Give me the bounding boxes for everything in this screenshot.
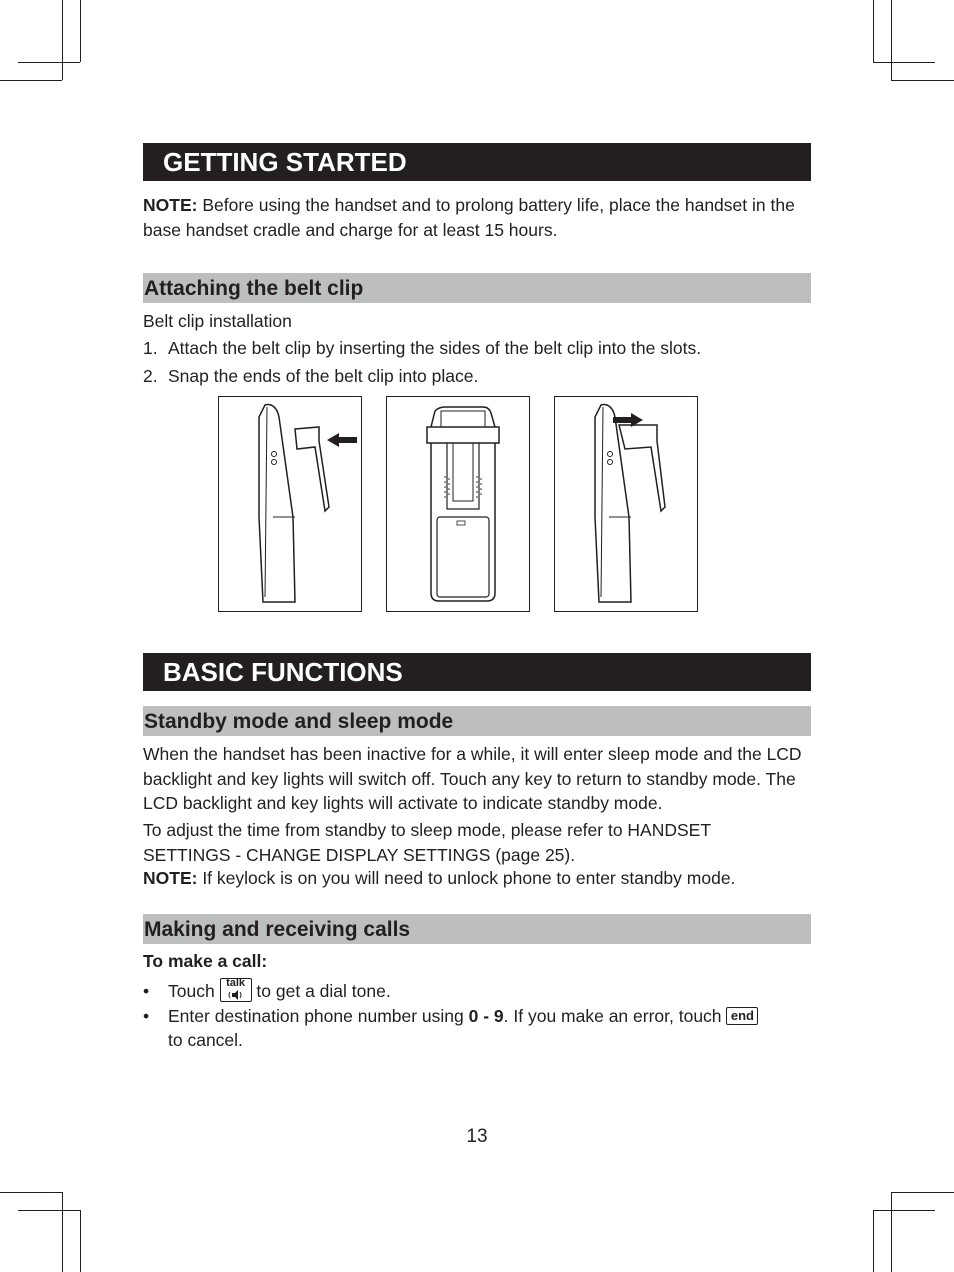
step-number: 2.	[143, 366, 158, 386]
belt-clip-figure-3	[554, 396, 698, 612]
crop-mark	[0, 1192, 62, 1193]
bullet-text: to get a dial tone.	[251, 981, 391, 1001]
page-number: 13	[466, 1126, 488, 1147]
bullet-talk	[168, 979, 391, 1003]
getting-started-note	[143, 193, 813, 242]
bullet-text: Enter destination phone number using	[168, 1006, 469, 1026]
section-title-basic-functions: BASIC FUNCTIONS	[143, 653, 811, 691]
note-label: NOTE:	[143, 195, 198, 215]
standby-paragraph-1: When the handset has been inactive for a while, it will enter sleep mode and the LCD backlight and key lights will switch off. Touch any key to return to standby mode. The LCD backlight and key lights will activate to indicate standby mode.	[143, 744, 802, 813]
arrow-left-icon	[327, 433, 357, 447]
belt-clip-step-1	[143, 336, 813, 360]
digit-range: 0 - 9	[468, 1006, 504, 1026]
note-text: If keylock is on you will need to unlock phone to enter standby mode.	[197, 868, 736, 888]
bullet-text: . If you make an error, touch	[503, 1006, 727, 1026]
crop-mark	[891, 0, 892, 80]
crop-mark	[873, 0, 874, 62]
standby-note	[143, 866, 813, 891]
handset-side-illustration	[219, 397, 361, 611]
crop-mark	[18, 1210, 80, 1211]
step-text: Snap the ends of the belt clip into place.	[168, 366, 479, 386]
crop-mark	[62, 0, 63, 80]
arrow-right-icon	[613, 413, 643, 427]
belt-clip-subtitle: Belt clip installation	[143, 311, 292, 331]
handset-back-illustration	[387, 397, 529, 611]
bullet-text: to cancel.	[168, 1030, 243, 1050]
crop-mark	[80, 0, 81, 62]
bullet-text: Touch	[168, 981, 220, 1001]
end-key-label: end	[730, 1007, 754, 1023]
talk-key-label: talk	[226, 977, 246, 990]
crop-mark	[62, 1192, 63, 1272]
crop-mark	[873, 1210, 935, 1211]
note-text: Before using the handset and to prolong battery life, place the handset in the base handset cradle and charge for at least 15 hours.	[143, 195, 795, 240]
handset-side-illustration	[555, 397, 697, 611]
bullet-symbol: •	[143, 981, 150, 1001]
end-key-icon	[726, 1007, 758, 1025]
crop-mark	[80, 1210, 81, 1272]
crop-mark	[891, 1192, 954, 1193]
belt-clip-step-2	[143, 364, 813, 388]
heading-calls: Making and receiving calls	[143, 914, 811, 944]
talk-key-icon	[220, 978, 252, 1002]
crop-mark	[891, 1192, 892, 1272]
heading-belt-clip: Attaching the belt clip	[143, 273, 811, 303]
belt-clip-figure-1	[218, 396, 362, 612]
step-number: 1.	[143, 338, 158, 358]
bullet-symbol: •	[143, 1006, 150, 1026]
section-title-getting-started: GETTING STARTED	[143, 143, 811, 181]
crop-mark	[0, 80, 62, 81]
crop-mark	[873, 62, 935, 63]
make-call-label: To make a call:	[143, 951, 268, 971]
step-text: Attach the belt clip by inserting the sides of the belt clip into the slots.	[168, 338, 702, 358]
crop-mark	[891, 80, 954, 81]
crop-mark	[18, 62, 80, 63]
bullet-enter-number	[168, 1004, 808, 1052]
standby-paragraph-2: To adjust the time from standby to sleep mode, please refer to HANDSET SETTINGS - CHANGE DISPLAY SETTINGS (page 25).	[143, 820, 711, 865]
belt-clip-figure-2	[386, 396, 530, 612]
crop-mark	[873, 1210, 874, 1272]
note-label: NOTE:	[143, 868, 198, 888]
heading-standby: Standby mode and sleep mode	[143, 706, 811, 736]
